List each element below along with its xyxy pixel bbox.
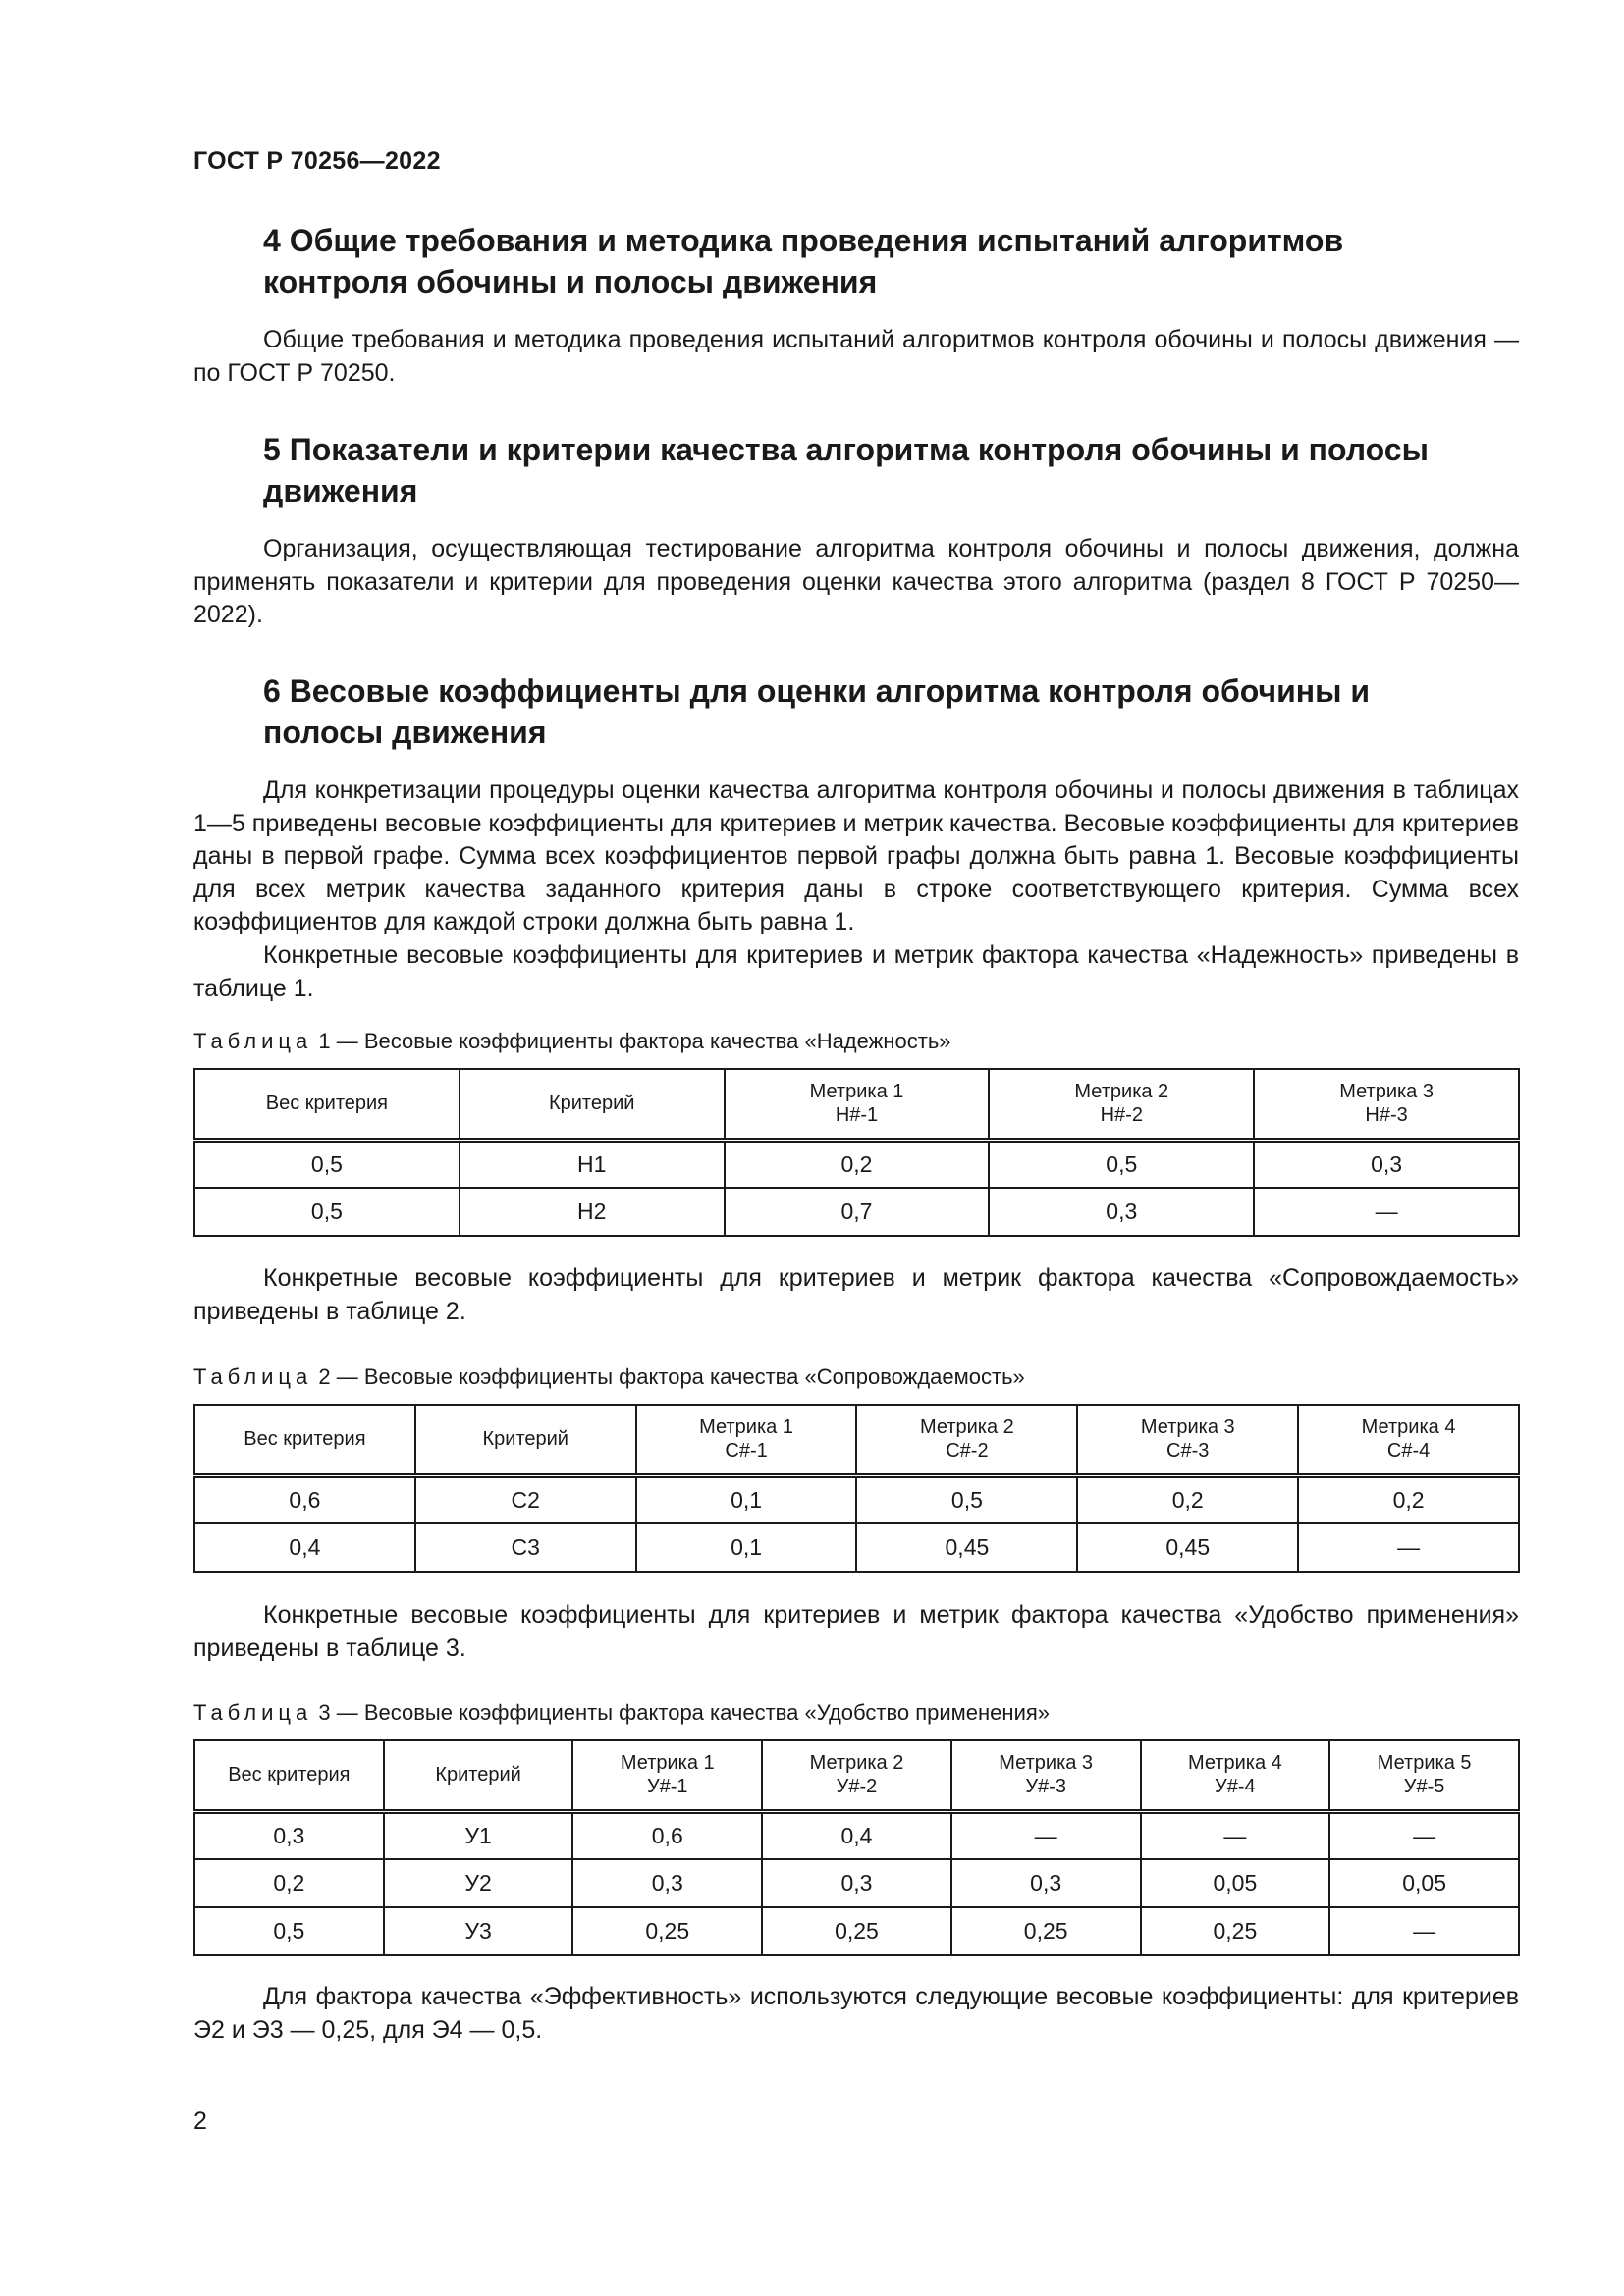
table-row [194, 1140, 1519, 1188]
table-1-header-cell: Метрика 1 Н#-1 [725, 1069, 990, 1140]
section-6-title-line-1: 6 Весовые коэффициенты для оценки алгоритма контроля обочины и [263, 673, 1371, 709]
table-3-header-cell: Вес критерия [194, 1740, 384, 1811]
table-3-intro: Конкретные весовые коэффициенты для критериев и метрик фактора качества «Удобство применения» приведены в таблице 3. [193, 1601, 1519, 1662]
table-cell: 0,5 [194, 1188, 460, 1236]
table-3-header-cell: Метрика 4 У#-4 [1141, 1740, 1330, 1811]
table-3-header-row [194, 1740, 1519, 1811]
section-4-title-line-2: контроля обочины и полосы движения [263, 264, 878, 299]
table-2-caption-prefix: Таблица [193, 1364, 313, 1389]
table-3-caption [193, 1699, 1050, 1727]
table-cell: Н2 [460, 1188, 725, 1236]
table-1-caption-prefix: Таблица [193, 1029, 313, 1053]
table-cell: С2 [415, 1475, 636, 1523]
table-cell: 0,1 [636, 1523, 857, 1572]
section-6-title-line-2: полосы движения [263, 715, 547, 750]
table-row [194, 1811, 1519, 1859]
table-1-header-cell: Критерий [460, 1069, 725, 1140]
section-5-title-line-1: 5 Показатели и критерии качества алгоритма контроля обочины и полосы [263, 432, 1429, 467]
table-cell: — [1329, 1907, 1519, 1955]
section-5-body: Организация, осуществляющая тестирование алгоритма контроля обочины и полосы движения, должна применять показатели и критерии для проведения оценки качества этого алгоритма (раздел 8 ГОСТ Р 70250—2022). [193, 535, 1519, 628]
table-2-header-cell: Метрика 4 С#-4 [1298, 1405, 1519, 1475]
table-cell: 0,4 [762, 1811, 951, 1859]
table-cell: 0,2 [1077, 1475, 1298, 1523]
section-4-title-line-1: 4 Общие требования и методика проведения испытаний алгоритмов [263, 223, 1344, 258]
table-cell: Н1 [460, 1140, 725, 1188]
table-cell: 0,05 [1329, 1859, 1519, 1907]
table-2-header-cell: Метрика 1 С#-1 [636, 1405, 857, 1475]
table-2-header-cell: Метрика 3 С#-3 [1077, 1405, 1298, 1475]
table-cell: 0,3 [989, 1188, 1254, 1236]
table-cell: 0,4 [194, 1523, 415, 1572]
table-3-caption-text: 3 — Весовые коэффициенты фактора качества «Удобство применения» [312, 1700, 1051, 1725]
table-cell: 0,45 [1077, 1523, 1298, 1572]
table-cell: 0,1 [636, 1475, 857, 1523]
table-row [194, 1859, 1519, 1907]
table-cell: 0,25 [572, 1907, 762, 1955]
table-cell: У3 [384, 1907, 573, 1955]
table-cell: 0,7 [725, 1188, 990, 1236]
table-3-caption-prefix: Таблица [193, 1700, 313, 1725]
table-cell: 0,3 [572, 1859, 762, 1907]
table-cell: 0,6 [572, 1811, 762, 1859]
table-cell: 0,25 [951, 1907, 1141, 1955]
table-cell: — [951, 1811, 1141, 1859]
table-2-caption-text: 2 — Весовые коэффициенты фактора качества «Сопровождаемость» [312, 1364, 1025, 1389]
table-cell: — [1254, 1188, 1519, 1236]
section-6-body-2: Конкретные весовые коэффициенты для критериев и метрик фактора качества «Надежность» приведены в таблице 1. [193, 941, 1519, 1002]
table-cell: 0,2 [194, 1859, 384, 1907]
table-cell: 0,3 [951, 1859, 1141, 1907]
table-cell: 0,3 [762, 1859, 951, 1907]
table-cell: 0,05 [1141, 1859, 1330, 1907]
closing-paragraph: Для фактора качества «Эффективность» используются следующие весовые коэффициенты: для критериев Э2 и Э3 — 0,25, для Э4 — 0,5. [193, 1983, 1519, 2044]
table-row [194, 1523, 1519, 1572]
table-cell: 0,45 [856, 1523, 1077, 1572]
table-2-intro: Конкретные весовые коэффициенты для критериев и метрик фактора качества «Сопровождаемость» приведены в таблице 2. [193, 1264, 1519, 1325]
table-2-header-cell: Вес критерия [194, 1405, 415, 1475]
document-code: ГОСТ Р 70256—2022 [193, 147, 441, 175]
table-cell: 0,6 [194, 1475, 415, 1523]
table-3-header-cell: Метрика 5 У#-5 [1329, 1740, 1519, 1811]
table-cell: 0,5 [194, 1140, 460, 1188]
section-5-title-line-2: движения [263, 473, 418, 508]
table-cell: 0,25 [762, 1907, 951, 1955]
table-cell: 0,2 [1298, 1475, 1519, 1523]
table-cell: — [1298, 1523, 1519, 1572]
table-1-header-cell: Вес критерия [194, 1069, 460, 1140]
table-cell: У1 [384, 1811, 573, 1859]
table-3-header-cell: Метрика 2 У#-2 [762, 1740, 951, 1811]
section-4-body: Общие требования и методика проведения испытаний алгоритмов контроля обочины и полосы движения — по ГОСТ Р 70250. [193, 326, 1519, 387]
table-3-header-cell: Метрика 3 У#-3 [951, 1740, 1141, 1811]
table-cell: 0,5 [194, 1907, 384, 1955]
section-6-title [263, 670, 1520, 753]
table-3 [193, 1739, 1520, 1956]
table-row [194, 1188, 1519, 1236]
table-1 [193, 1068, 1520, 1237]
table-2-caption [193, 1363, 1025, 1391]
table-3-header-cell: Критерий [384, 1740, 573, 1811]
table-3-header-cell: Метрика 1 У#-1 [572, 1740, 762, 1811]
table-row [194, 1475, 1519, 1523]
table-cell: 0,2 [725, 1140, 990, 1188]
table-1-header-cell: Метрика 3 Н#-3 [1254, 1069, 1519, 1140]
table-2-header-row [194, 1405, 1519, 1475]
section-6-body-1: Для конкретизации процедуры оценки качества алгоритма контроля обочины и полосы движения в таблицах 1—5 приведены весовые коэффициенты для критериев и метрик качества. Весовые коэффициенты для критериев даны в первой графе. Сумма всех коэффициентов первой графы должна быть равна 1. Весовые коэффициенты для всех метрик качества заданного критерия даны в строке соответствующего критерия. Сумма всех коэффициентов для каждой строки должна быть равна 1. [193, 776, 1519, 935]
table-cell: — [1329, 1811, 1519, 1859]
table-2 [193, 1404, 1520, 1573]
section-4-title [263, 220, 1520, 302]
table-2-header-cell: Критерий [415, 1405, 636, 1475]
table-1-caption [193, 1028, 951, 1055]
table-1-header-row [194, 1069, 1519, 1140]
table-cell: С3 [415, 1523, 636, 1572]
page-number: 2 [193, 2108, 207, 2135]
table-cell: — [1141, 1811, 1330, 1859]
table-2-header-cell: Метрика 2 С#-2 [856, 1405, 1077, 1475]
table-cell: 0,5 [989, 1140, 1254, 1188]
table-cell: 0,3 [194, 1811, 384, 1859]
table-row [194, 1907, 1519, 1955]
table-cell: 0,3 [1254, 1140, 1519, 1188]
table-1-header-cell: Метрика 2 Н#-2 [989, 1069, 1254, 1140]
table-1-caption-text: 1 — Весовые коэффициенты фактора качества «Надежность» [312, 1029, 951, 1053]
table-cell: У2 [384, 1859, 573, 1907]
table-cell: 0,5 [856, 1475, 1077, 1523]
section-5-title [263, 429, 1520, 511]
table-cell: 0,25 [1141, 1907, 1330, 1955]
